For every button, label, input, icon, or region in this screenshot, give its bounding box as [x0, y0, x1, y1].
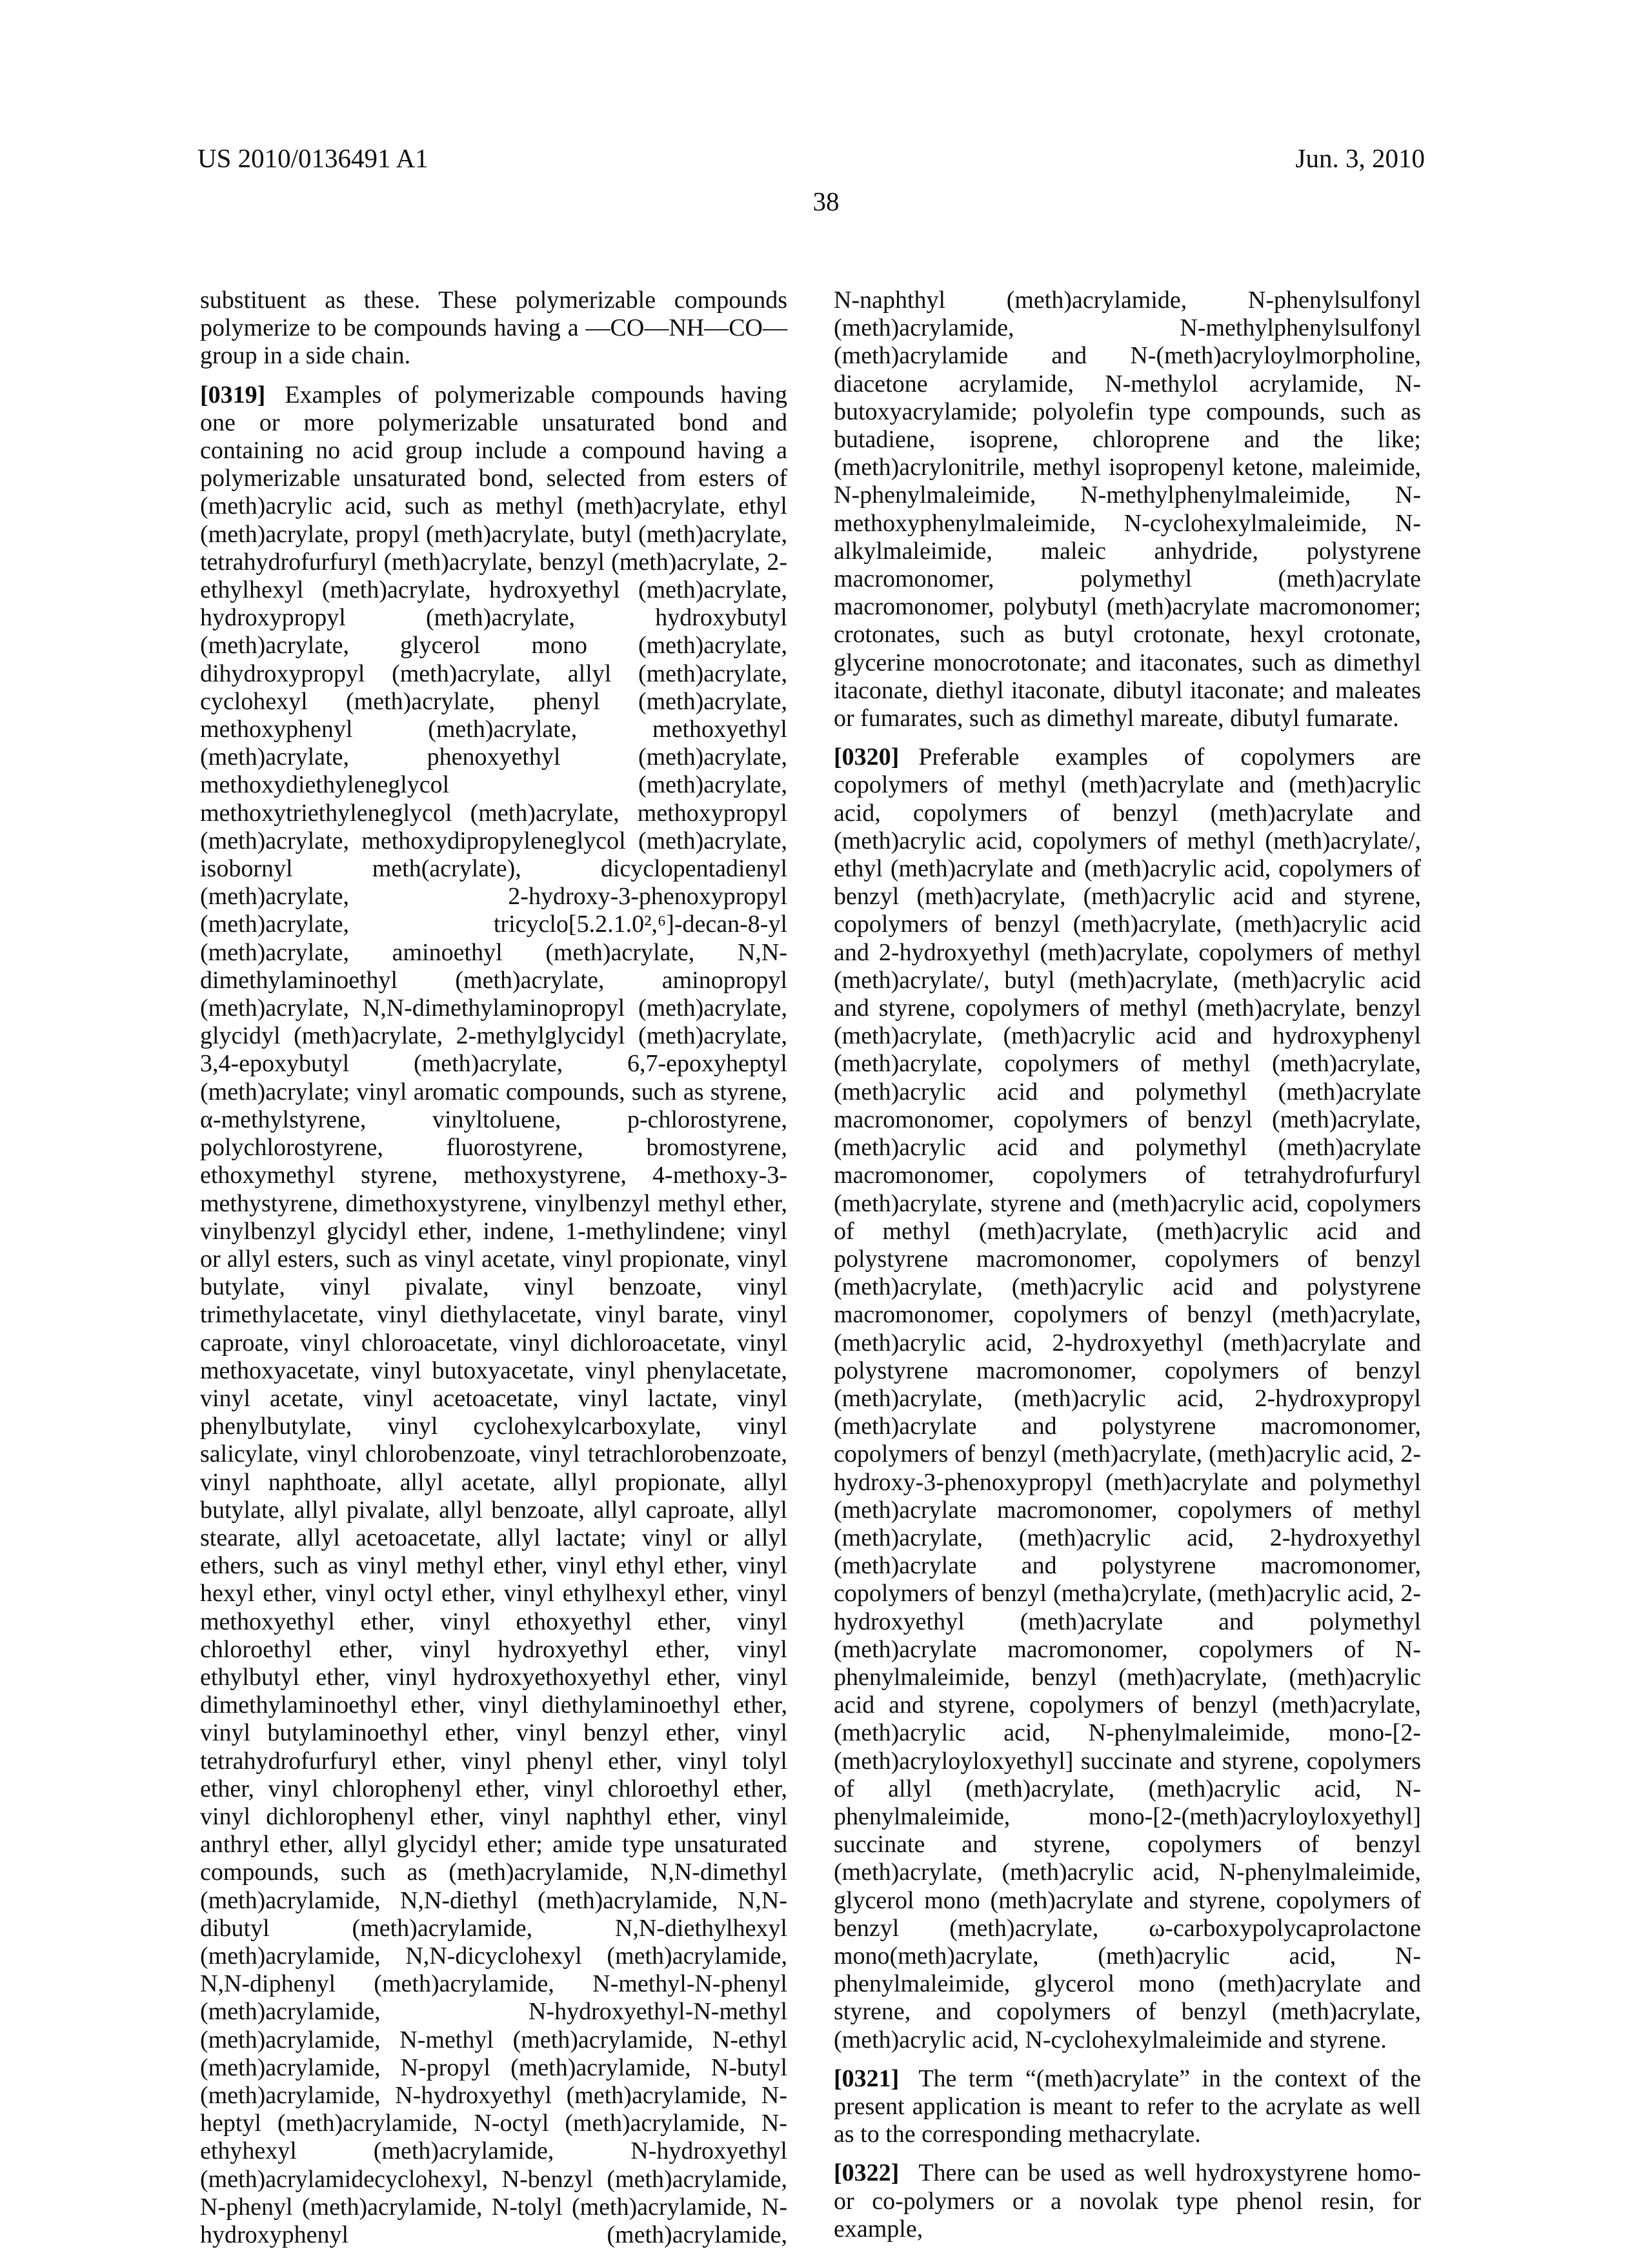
page-header	[197, 143, 1425, 173]
paragraph-text: There can be used as well hydroxystyrene homo- or co-polymers or a novolak type phenol resin, for example,	[834, 2159, 1421, 2243]
continuation-paragraph	[834, 287, 1421, 732]
text-columns	[200, 287, 1421, 2249]
paragraph-0320	[834, 743, 1421, 2054]
page-number: 38	[812, 187, 840, 216]
paragraph-number: [0321]	[834, 2064, 900, 2092]
paragraph-0322	[834, 2159, 1421, 2243]
column-left	[200, 287, 787, 2249]
publication-number: US 2010/0136491 A1	[197, 143, 428, 173]
paragraph-text: N-naphthyl (meth)acrylamide, N-phenylsulfonyl (meth)acrylamide, N-methylphenylsulfonyl (meth)acrylamide and N-(meth)acryloylmorpholine, diacetone acrylamide, N-methylol acrylamide, N-butoxyacrylamide; polyolefin type compounds, such as butadiene, isoprene, chloroprene and the like; (meth)acrylonitrile, methyl isopropenyl ketone, maleimide, N-phenylmaleimide, N-methylphenylmaleimide, N-methoxyphenylmaleimide, N-cyclohexylmaleimide, N-alkylmaleimide, maleic anhydride, polystyrene macromonomer, polymethyl (meth)acrylate macromonomer, polybutyl (meth)acrylate macromonomer; crotonates, such as butyl crotonate, hexyl crotonate, glycerine monocrotonate; and itaconates, such as dimethyl itaconate, diethyl itaconate, dibutyl itaconate; and maleates or fumarates, such as dimethyl mareate, dibutyl fumarate.	[834, 287, 1421, 732]
intro-paragraph	[200, 287, 787, 370]
paragraph-number: [0320]	[834, 743, 900, 771]
paragraph-text: The term “(meth)acrylate” in the context of the present application is meant to refer to the acrylate as well as to the corresponding methacrylate.	[834, 2064, 1421, 2148]
publication-date: Jun. 3, 2010	[1295, 143, 1425, 173]
paragraph-text: Examples of polymerizable compounds having one or more polymerizable unsaturated bond and containing no acid group include a compound having a polymerizable unsaturated bond, selected from esters of (meth)acrylic acid, such as methyl (meth)acrylate, ethyl (meth)acrylate, propyl (meth)acrylate, butyl (meth)acrylate, tetrahydrofurfuryl (meth)acrylate, benzyl (meth)acrylate, 2-ethylhexyl (meth)acrylate, hydroxyethyl (meth)acrylate, hydroxypropyl (meth)acrylate, hydroxybutyl (meth)acrylate, glycerol mono (meth)acrylate, dihydroxypropyl (meth)acrylate, allyl (meth)acrylate, cyclohexyl (meth)acrylate, phenyl (meth)acrylate, methoxyphenyl (meth)acrylate, methoxyethyl (meth)acrylate, phenoxyethyl (meth)acrylate, methoxydiethyleneglycol (meth)acrylate, methoxytriethyleneglycol (meth)acrylate, methoxypropyl (meth)acrylate, methoxydipropyleneglycol (meth)acrylate, isobornyl meth(acrylate), dicyclopentadienyl (meth)acrylate, 2-hydroxy-3-phenoxypropyl (meth)acrylate, tricyclo[5.2.1.0²,⁶]-decan-8-yl (meth)acrylate, aminoethyl (meth)acrylate, N,N-dimethylaminoethyl (meth)acrylate, aminopropyl (meth)acrylate, N,N-dimethylaminopropyl (meth)acrylate, glycidyl (meth)acrylate, 2-methylglycidyl (meth)acrylate, 3,4-epoxybutyl (meth)acrylate, 6,7-epoxyheptyl (meth)acrylate; vinyl aromatic compounds, such as styrene, α-methylstyrene, vinyltoluene, p-chlorostyrene, polychlorostyrene, fluorostyrene, bromostyrene, ethoxymethyl styrene, methoxystyrene, 4-methoxy-3-methystyrene, dimethoxystyrene, vinylbenzyl methyl ether, vinylbenzyl glycidyl ether, indene, 1-methylindene; vinyl or allyl esters, such as vinyl acetate, vinyl propionate, vinyl butylate, vinyl pivalate, vinyl benzoate, vinyl trimethylacetate, vinyl diethylacetate, vinyl barate, vinyl caproate, vinyl chloroacetate, vinyl dichloroacetate, vinyl methoxyacetate, vinyl butoxyacetate, vinyl phenylacetate, vinyl acetate, vinyl acetoacetate, vinyl lactate, vinyl phenylbutylate, vinyl cyclohexylcarboxylate, vinyl salicylate, vinyl chlorobenzoate, vinyl tetrachlorobenzoate, vinyl naphthoate, allyl acetate, allyl propionate, allyl butylate, allyl pivalate, allyl benzoate, allyl caproate, allyl stearate, allyl acetoacetate, allyl lactate; vinyl or allyl ethers, such as vinyl methyl ether, vinyl ethyl ether, vinyl hexyl ether, vinyl octyl ether, vinyl ethylhexyl ether, vinyl methoxyethyl ether, vinyl ethoxyethyl ether, vinyl chloroethyl ether, vinyl hydroxyethyl ether, vinyl ethylbutyl ether, vinyl hydroxyethoxyethyl ether, vinyl dimethylaminoethyl ether, vinyl diethylaminoethyl ether, vinyl butylaminoethyl ether, vinyl benzyl ether, vinyl tetrahydrofurfuryl ether, vinyl phenyl ether, vinyl tolyl ether, vinyl chlorophenyl ether, vinyl chloroethyl ether, vinyl dichlorophenyl ether, vinyl naphthyl ether, vinyl anthryl ether, allyl glycidyl ether; amide type unsaturated compounds, such as (meth)acrylamide, N,N-dimethyl (meth)acrylamide, N,N-diethyl (meth)acrylamide, N,N-dibutyl (meth)acrylamide, N,N-diethylhexyl (meth)acrylamide, N,N-dicyclohexyl (meth)acrylamide, N,N-diphenyl (meth)acrylamide, N-methyl-N-phenyl (meth)acrylamide, N-hydroxyethyl-N-methyl (meth)acrylamide, N-methyl (meth)acrylamide, N-ethyl (meth)acrylamide, N-propyl (meth)acrylamide, N-butyl (meth)acrylamide, N-hydroxyethyl (meth)acrylamide, N-heptyl (meth)acrylamide, N-octyl (meth)acrylamide, N-ethyhexyl (meth)acrylamide, N-hydroxyethyl (meth)acrylamidecyclohexyl, N-benzyl (meth)acrylamide, N-phenyl (meth)acrylamide, N-tolyl (meth)acrylamide, N-hydroxyphenyl (meth)acrylamide,	[200, 381, 787, 2249]
column-right	[834, 287, 1421, 2249]
paragraph-text: Preferable examples of copolymers are copolymers of methyl (meth)acrylate and (meth)acrylic acid, copolymers of benzyl (meth)acrylate and (meth)acrylic acid, copolymers of methyl (meth)acrylate/, ethyl (meth)acrylate and (meth)acrylic acid, copolymers of benzyl (meth)acrylate, (meth)acrylic acid and styrene, copolymers of benzyl (meth)acrylate, (meth)acrylic acid and 2-hydroxyethyl (meth)acrylate, copolymers of methyl (meth)acrylate/, butyl (meth)acrylate, (meth)acrylic acid and styrene, copolymers of methyl (meth)acrylate, benzyl (meth)acrylate, (meth)acrylic acid and hydroxyphenyl (meth)acrylate, copolymers of methyl (meth)acrylate, (meth)acrylic acid and polymethyl (meth)acrylate macromonomer, copolymers of benzyl (meth)acrylate, (meth)acrylic acid and polymethyl (meth)acrylate macromonomer, copolymers of tetrahydrofurfuryl (meth)acrylate, styrene and (meth)acrylic acid, copolymers of methyl (meth)acrylate, (meth)acrylic acid and polystyrene macromonomer, copolymers of benzyl (meth)acrylate, (meth)acrylic acid and polystyrene macromonomer, copolymers of benzyl (meth)acrylate, (meth)acrylic acid, 2-hydroxyethyl (meth)acrylate and polystyrene macromonomer, copolymers of benzyl (meth)acrylate, (meth)acrylic acid, 2-hydroxypropyl (meth)acrylate and polystyrene macromonomer, copolymers of benzyl (meth)acrylate, (meth)acrylic acid, 2-hydroxy-3-phenoxypropyl (meth)acrylate and polymethyl (meth)acrylate macromonomer, copolymers of methyl (meth)acrylate, (meth)acrylic acid, 2-hydroxyethyl (meth)acrylate and polystyrene macromonomer, copolymers of benzyl (metha)crylate, (meth)acrylic acid, 2-hydroxyethyl (meth)acrylate and polymethyl (meth)acrylate macromonomer, copolymers of N-phenylmaleimide, benzyl (meth)acrylate, (meth)acrylic acid and styrene, copolymers of benzyl (meth)acrylate, (meth)acrylic acid, N-phenylmaleimide, mono-[2-(meth)acryloyloxyethyl] succinate and styrene, copolymers of allyl (meth)acrylate, (meth)acrylic acid, N-phenylmaleimide, mono-[2-(meth)acryloyloxyethyl] succinate and styrene, copolymers of benzyl (meth)acrylate, (meth)acrylic acid, N-phenylmaleimide, glycerol mono (meth)acrylate and styrene, copolymers of benzyl (meth)acrylate, ω-carboxypolycaprolactone mono(meth)acrylate, (meth)acrylic acid, N-phenylmaleimide, glycerol mono (meth)acrylate and styrene, and copolymers of benzyl (meth)acrylate, (meth)acrylic acid, N-cyclohexylmaleimide and styrene.	[834, 743, 1421, 2053]
paragraph-number: [0322]	[834, 2159, 900, 2187]
paragraph-0321	[834, 2065, 1421, 2149]
paragraph-0319	[200, 381, 787, 2249]
paragraph-text: substituent as these. These polymerizable compounds polymerize to be compounds having a —CO—NH—CO— group in a side chain.	[200, 287, 787, 370]
paragraph-number: [0319]	[200, 381, 266, 408]
